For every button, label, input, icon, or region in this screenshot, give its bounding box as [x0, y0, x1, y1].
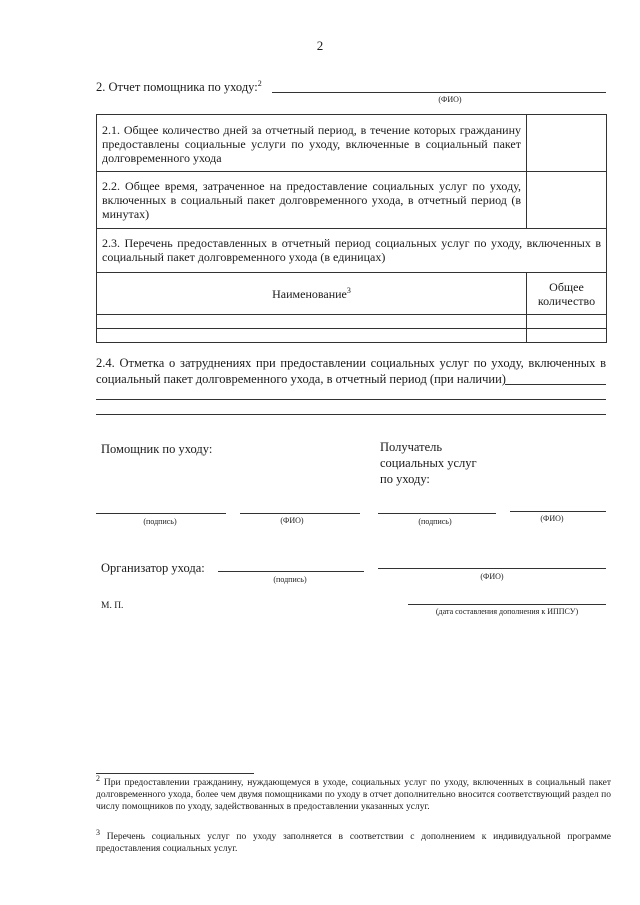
- table-row-days: [97, 115, 607, 172]
- footnote-ref-2: 2: [257, 78, 262, 88]
- entry-1-name-cell[interactable]: [97, 315, 527, 329]
- col-total-label-1: Общее: [549, 279, 584, 294]
- report-table: [96, 114, 607, 343]
- footnote-separator: [96, 773, 254, 774]
- organizer-signature-caption: (подпись): [273, 575, 307, 584]
- assistant-signature-label: Помощник по уходу:: [101, 442, 213, 456]
- difficulties-line-3[interactable]: [96, 414, 606, 415]
- difficulties-line-2[interactable]: [96, 399, 606, 400]
- footnote-ref-3: 3: [346, 285, 351, 295]
- assistant-signature-line[interactable]: [96, 513, 226, 514]
- row-time-value-cell[interactable]: [527, 172, 607, 229]
- footnote-2: [96, 773, 612, 813]
- col-total-label-2: количество: [537, 293, 596, 308]
- date-line[interactable]: [408, 604, 606, 605]
- section-2-4-text: 2.4. Отметка о затруднениях при предоставлении социальных услуг по уходу, включенных в социальный пакет долговременного ухода, в отчетный период (при наличии): [96, 356, 606, 386]
- assistant-fio-sign-caption: (ФИО): [280, 516, 304, 525]
- recipient-signature-caption: (подпись): [418, 517, 452, 526]
- row-services-text: 2.3. Перечень предоставленных в отчетный период социальных услуг по уходу, включенных в социальный пакет долговременного ухода (в единицах): [97, 229, 607, 273]
- assistant-signature-caption: (подпись): [143, 517, 177, 526]
- organizer-signature-line[interactable]: [218, 571, 364, 572]
- footnote-3-mark: 3: [96, 827, 100, 837]
- table-row-entry-1: [97, 315, 607, 329]
- section-2-label: 2. Отчет помощника по уходу:: [96, 80, 258, 94]
- footnote-2-text: При предоставлении гражданину, нуждающемуся в уходе, социальных услуг по уходу, включенных в социальный пакет долговременного ухода, более чем двумя помощниками по уходу в отчет дополнительно вносится соответствующий раздел по числу помощников по уходу, задействованных в предоставлении указанных услуг.: [96, 778, 612, 812]
- organizer-fio-caption: (ФИО): [480, 572, 504, 581]
- recipient-label-line-1: Получатель: [380, 440, 443, 454]
- date-caption: (дата составления дополнения к ИППСУ): [435, 607, 579, 616]
- section-2-heading: [96, 80, 262, 95]
- row-time-text: 2.2. Общее время, затраченное на предоставление социальных услуг по уходу, включенных в социальный пакет долговременного ухода, в отчетный период (в минутах): [97, 172, 527, 229]
- table-row-time: [97, 172, 607, 229]
- stamp-place-mark: М. П.: [101, 601, 124, 611]
- row-days-value-cell[interactable]: [527, 115, 607, 172]
- table-row-services-list: [97, 229, 607, 273]
- recipient-label-line-2: социальных услуг: [380, 456, 477, 470]
- assistant-fio-caption: (ФИО): [438, 95, 462, 104]
- recipient-label-line-3: по уходу:: [380, 472, 430, 486]
- footnote-2-mark: 2: [96, 773, 100, 783]
- organizer-fio-line[interactable]: [378, 568, 606, 569]
- page-number: 2: [316, 38, 324, 53]
- entry-2-name-cell[interactable]: [97, 329, 527, 343]
- assistant-fio-line[interactable]: [272, 92, 606, 93]
- footnote-3: [96, 827, 612, 855]
- table-row-entry-2: [97, 329, 607, 343]
- recipient-signature-line[interactable]: [378, 513, 496, 514]
- footnote-3-text: Перечень социальных услуг по уходу заполняется в соответствии с дополнением к индивидуальной программе предоставления социальных услуг.: [96, 832, 612, 854]
- row-days-text: 2.1. Общее количество дней за отчетный период, в течение которых гражданину предоставлены социальные услуги по уходу, включенные в социальный пакет долговременного ухода: [97, 115, 527, 172]
- assistant-fio-sign-line[interactable]: [240, 513, 360, 514]
- entry-2-total-cell[interactable]: [527, 329, 607, 343]
- difficulties-line-1[interactable]: [505, 384, 606, 385]
- organizer-signature-label: Организатор ухода:: [101, 561, 205, 575]
- table-header-row: [97, 273, 607, 315]
- recipient-fio-caption: (ФИО): [540, 514, 564, 523]
- recipient-signature-label: [380, 439, 477, 487]
- entry-1-total-cell[interactable]: [527, 315, 607, 329]
- col-name-label: Наименование: [272, 286, 347, 301]
- col-total-header: [527, 273, 607, 315]
- recipient-fio-line[interactable]: [510, 511, 606, 512]
- col-name-header: [97, 273, 527, 315]
